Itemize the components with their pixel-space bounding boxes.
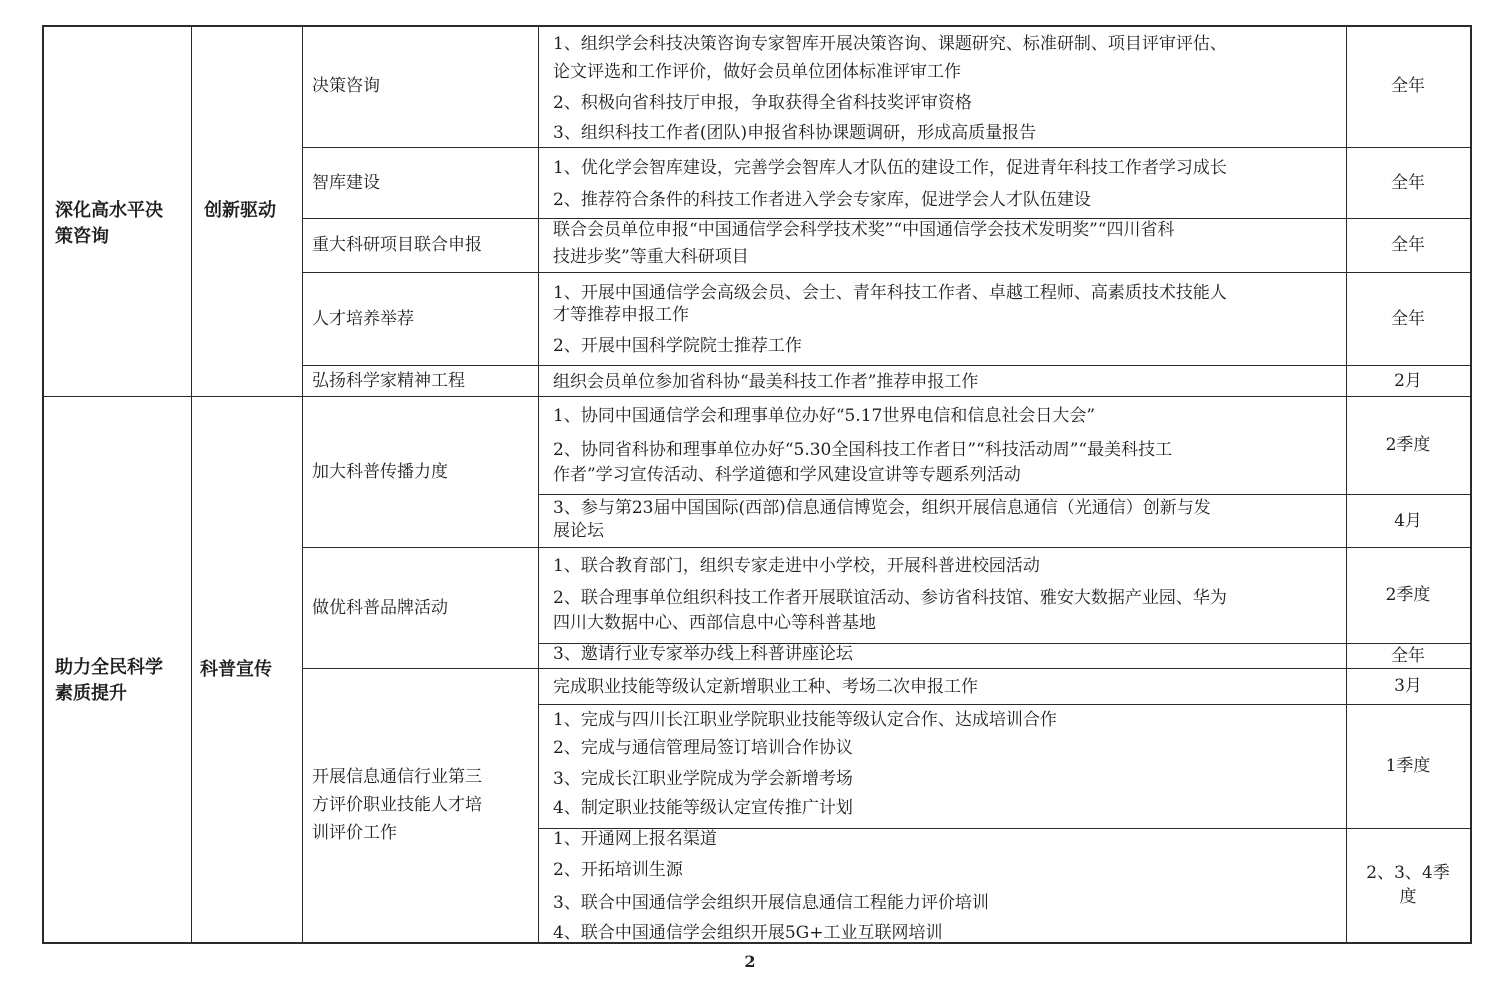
grid-line-h bbox=[42, 396, 1470, 397]
goal-cell: 策咨询 bbox=[55, 226, 109, 247]
project-name-cell: 重大科研项目联合申报 bbox=[312, 235, 482, 255]
content-line: 3、参与第23届中国国际(西部)信息通信博览会，组织开展信息通信（光通信）创新与发 bbox=[553, 498, 1211, 518]
project-name-cell: 开展信息通信行业第三 bbox=[312, 767, 482, 787]
content-line: 联合会员单位申报“中国通信学会科学技术奖”“中国通信学会技术发明奖”“四川省科 bbox=[553, 220, 1175, 240]
content-line: 4、制定职业技能等级认定宣传推广计划 bbox=[553, 798, 853, 818]
grid-line-h bbox=[538, 494, 1470, 495]
project-name-cell: 训评价工作 bbox=[312, 823, 397, 843]
time-cell: 4月 bbox=[1394, 510, 1422, 531]
project-name-cell: 做优科普品牌活动 bbox=[312, 597, 448, 618]
content-line: 3、邀请行业专家举办线上科普讲座论坛 bbox=[553, 644, 853, 664]
content-line: 1、组织学会科技决策咨询专家智库开展决策咨询、课题研究、标准研制、项目评审评估、 bbox=[553, 34, 1227, 54]
time-cell: 1季度 bbox=[1385, 756, 1431, 776]
project-name-cell: 加大科普传播力度 bbox=[312, 461, 448, 482]
project-name-cell: 智库建设 bbox=[312, 172, 380, 193]
content-line: 2、完成与通信管理局签订培训合作协议 bbox=[553, 738, 853, 758]
content-line: 2、联合理事单位组织科技工作者开展联谊活动、参访省科技馆、雅安大数据产业园、华为 bbox=[553, 588, 1227, 608]
time-cell: 2季度 bbox=[1385, 585, 1431, 605]
time-cell: 2季度 bbox=[1385, 435, 1431, 455]
content-line: 完成职业技能等级认定新增职业工种、考场二次申报工作 bbox=[553, 677, 978, 697]
time-cell: 2月 bbox=[1394, 370, 1422, 391]
category-cell: 创新驱动 bbox=[204, 200, 276, 221]
content-line: 2、开展中国科学院院士推荐工作 bbox=[553, 336, 802, 356]
grid-line-h bbox=[302, 218, 1470, 219]
project-name-cell: 人才培养举荐 bbox=[312, 308, 414, 329]
content-line: 3、完成长江职业学院成为学会新增考场 bbox=[553, 769, 853, 789]
grid-line-v bbox=[191, 25, 192, 942]
grid-line-h bbox=[538, 704, 1470, 705]
time-cell: 全年 bbox=[1391, 308, 1425, 329]
grid-line-v bbox=[302, 25, 303, 942]
grid-line-h bbox=[302, 547, 1470, 548]
project-name-cell: 弘扬科学家精神工程 bbox=[312, 370, 465, 391]
content-line: 2、开拓培训生源 bbox=[553, 860, 683, 880]
content-line: 1、联合教育部门，组织专家走进中小学校，开展科普进校园活动 bbox=[553, 556, 1040, 576]
project-name-cell: 决策咨询 bbox=[312, 76, 380, 96]
content-line: 4、联合中国通信学会组织开展5G+工业互联网培训 bbox=[553, 923, 943, 943]
grid-line-v bbox=[1470, 25, 1472, 944]
grid-line-h bbox=[302, 272, 1470, 273]
content-line: 1、协同中国通信学会和理事单位办好“5.17世界电信和信息社会日大会” bbox=[553, 406, 1096, 426]
category-cell: 科普宣传 bbox=[200, 659, 272, 680]
time-cell: 2、3、4季 bbox=[1366, 863, 1450, 883]
goal-cell: 素质提升 bbox=[55, 683, 127, 704]
content-line: 2、积极向省科技厅申报，争取获得全省科技奖评审资格 bbox=[553, 93, 972, 113]
time-cell: 全年 bbox=[1391, 172, 1425, 193]
time-cell: 全年 bbox=[1391, 235, 1425, 255]
content-line: 才等推荐申报工作 bbox=[553, 305, 689, 325]
time-cell: 度 bbox=[1399, 887, 1417, 907]
page-number: 2 bbox=[744, 952, 756, 971]
grid-line-h bbox=[302, 365, 1470, 366]
content-line: 技进步奖”等重大科研项目 bbox=[553, 247, 749, 267]
content-line: 四川大数据中心、西部信息中心等科普基地 bbox=[553, 613, 876, 633]
project-name-cell: 方评价职业技能人才培 bbox=[312, 795, 482, 815]
content-line: 1、完成与四川长江职业学院职业技能等级认定合作、达成培训合作 bbox=[553, 710, 1057, 730]
content-line: 论文评选和工作评价，做好会员单位团体标准评审工作 bbox=[553, 62, 961, 82]
time-cell: 全年 bbox=[1391, 76, 1425, 96]
time-cell: 全年 bbox=[1391, 645, 1425, 666]
grid-line-v bbox=[538, 25, 539, 942]
grid-line-v bbox=[1346, 25, 1347, 942]
content-line: 展论坛 bbox=[553, 521, 604, 541]
content-line: 2、推荐符合条件的科技工作者进入学会专家库，促进学会人才队伍建设 bbox=[553, 190, 1091, 210]
content-line: 1、开通网上报名渠道 bbox=[553, 829, 717, 849]
content-line: 1、优化学会智库建设，完善学会智库人才队伍的建设工作，促进青年科技工作者学习成长 bbox=[553, 158, 1227, 178]
grid-line-h bbox=[42, 25, 1470, 27]
grid-line-v bbox=[42, 25, 44, 944]
content-line: 1、开展中国通信学会高级会员、会士、青年科技工作者、卓越工程师、高素质技术技能人 bbox=[553, 283, 1227, 303]
grid-line-h bbox=[302, 668, 1470, 669]
content-line: 3、组织科技工作者(团队)申报省科协课题调研，形成高质量报告 bbox=[553, 123, 1037, 143]
goal-cell: 助力全民科学 bbox=[55, 657, 163, 678]
goal-cell: 深化高水平决 bbox=[55, 200, 163, 221]
content-line: 3、联合中国通信学会组织开展信息通信工程能力评价培训 bbox=[553, 893, 989, 913]
content-line: 作者”学习宣传活动、科学道德和学风建设宣讲等专题系列活动 bbox=[553, 465, 1021, 485]
content-line: 组织会员单位参加省科协“最美科技工作者”推荐申报工作 bbox=[553, 372, 979, 392]
content-line: 2、协同省科协和理事单位办好“5.30全国科技工作者日”“科技活动周”“最美科技工 bbox=[553, 440, 1173, 460]
time-cell: 3月 bbox=[1394, 676, 1422, 696]
grid-line-h bbox=[302, 147, 1470, 148]
